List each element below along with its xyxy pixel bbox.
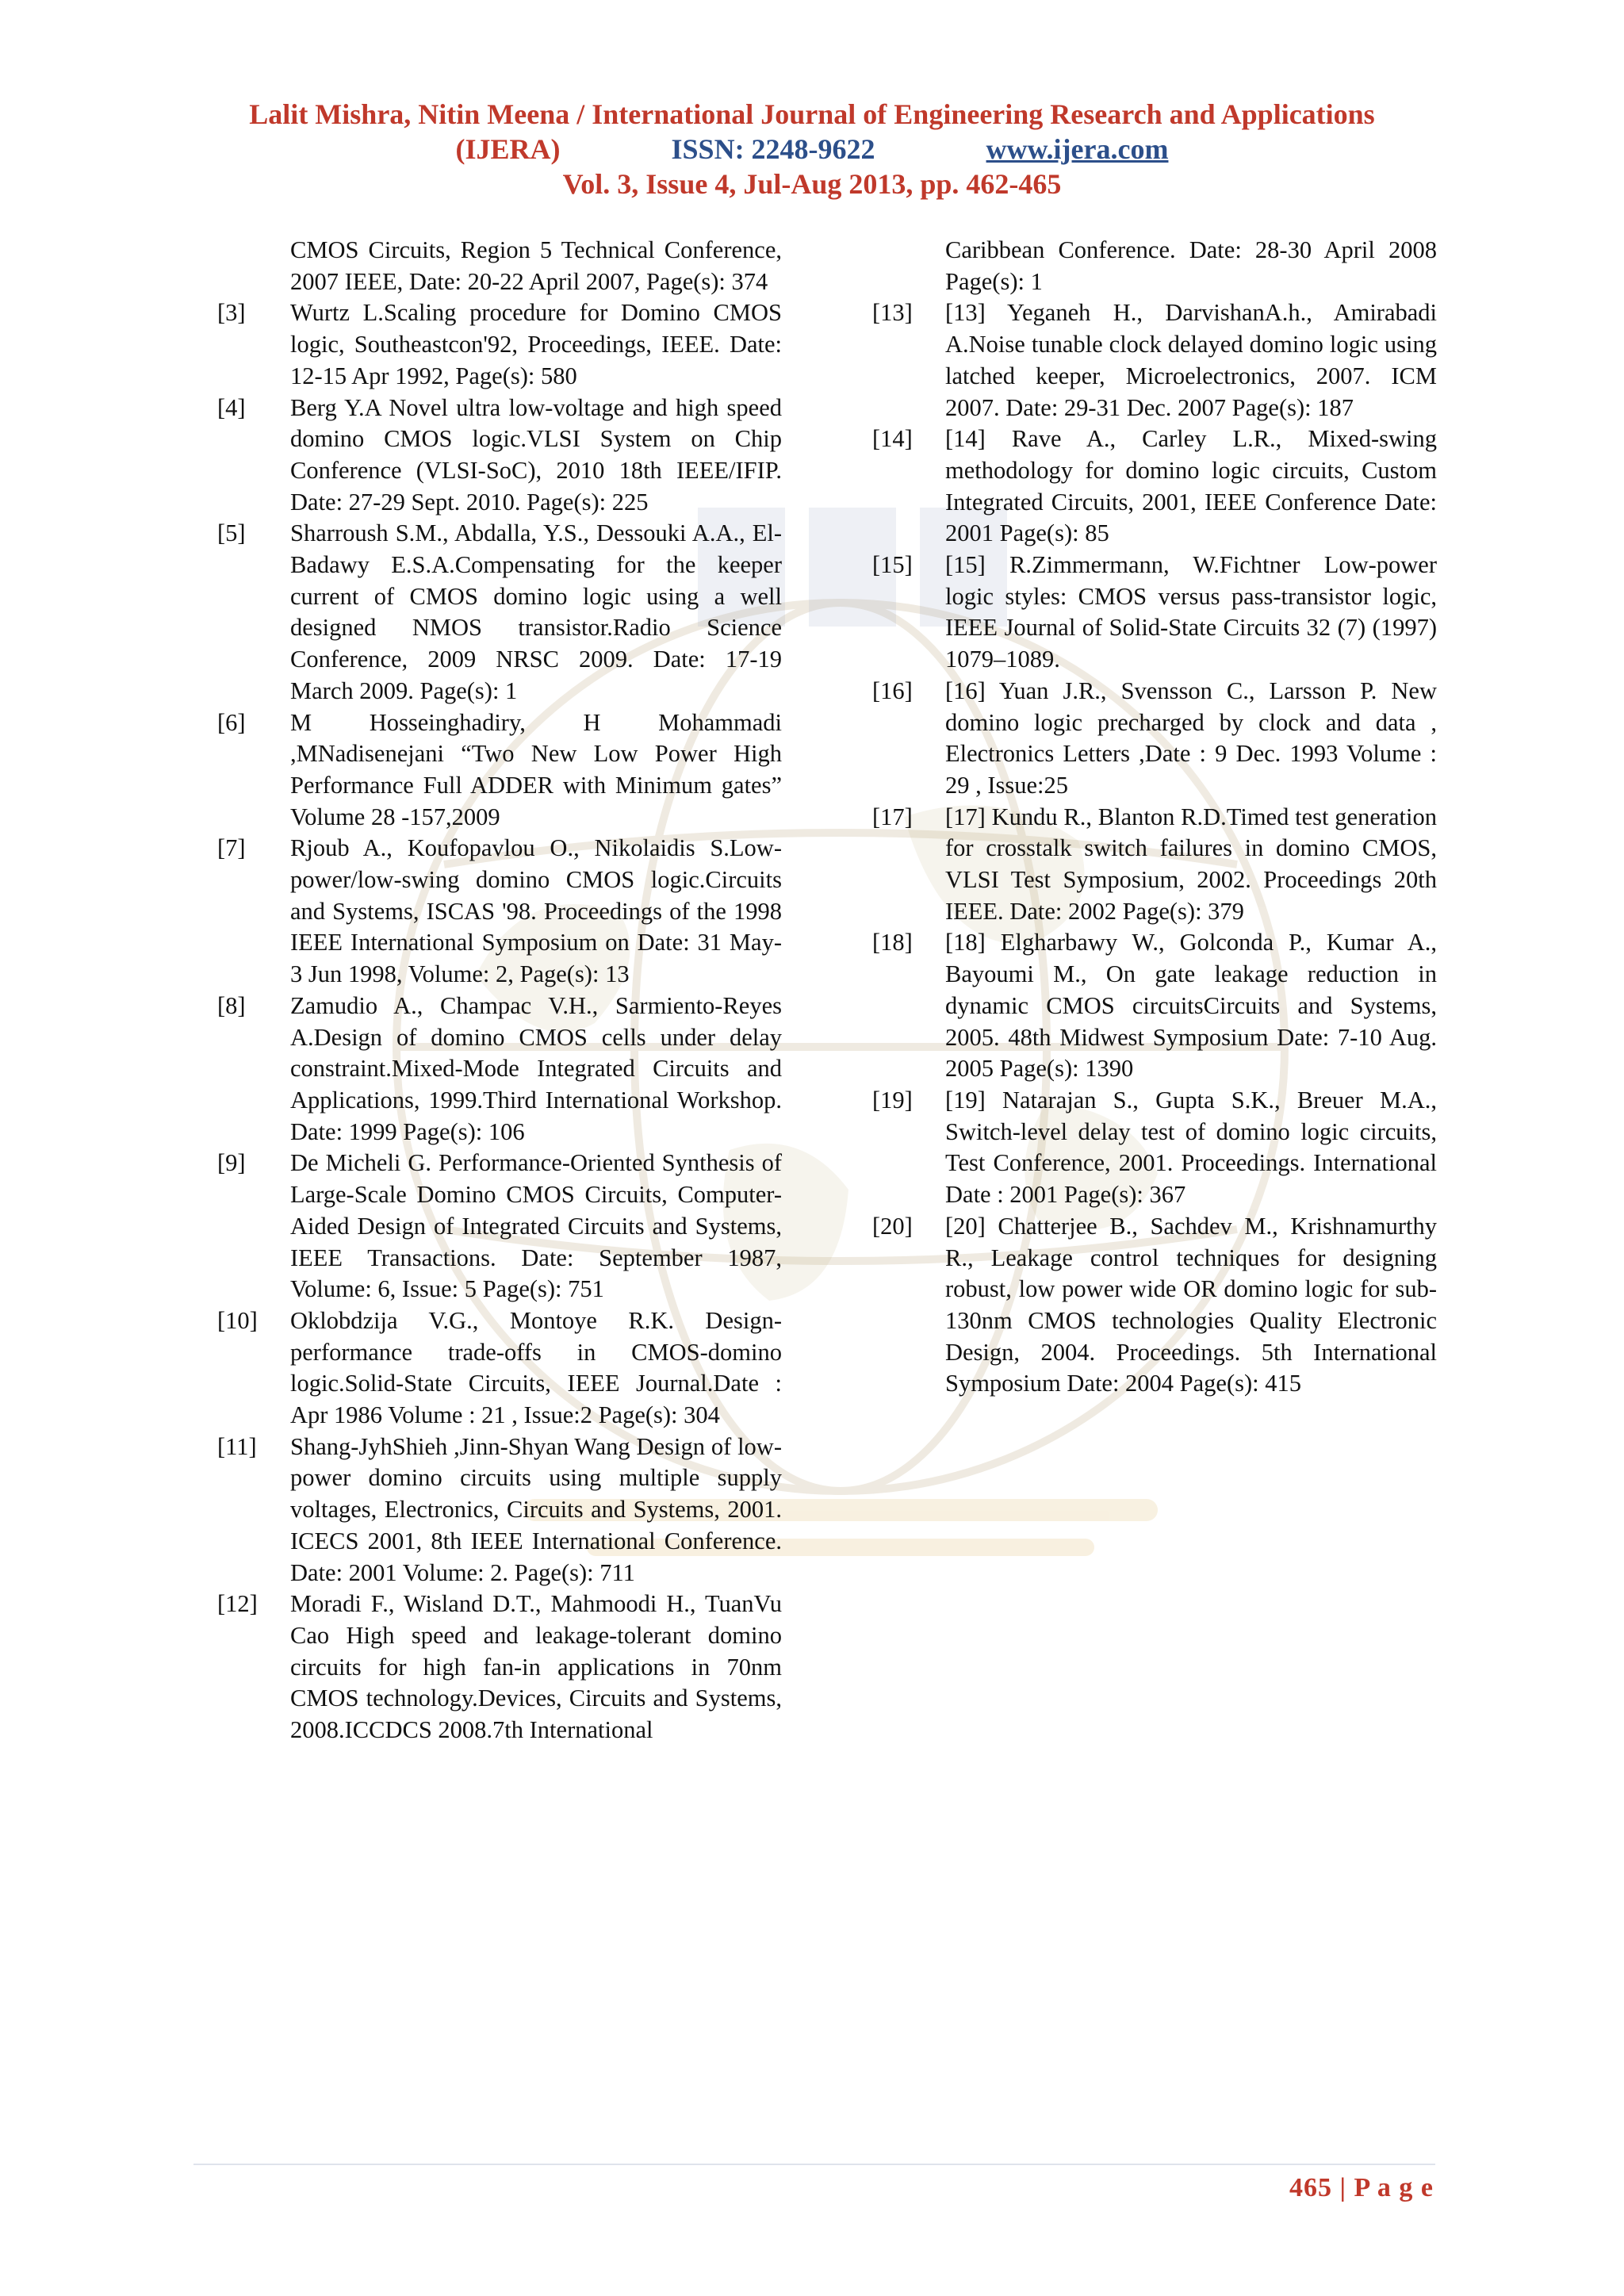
journal-abbreviation: (IJERA) <box>455 133 561 165</box>
reference-item <box>217 1148 782 1305</box>
reference-number: [9] <box>217 1149 246 1177</box>
reference-item <box>872 550 1437 676</box>
issn-number: ISSN: 2248-9622 <box>671 133 875 165</box>
reference-number: [13] <box>872 299 913 327</box>
journal-header <box>0 97 1624 201</box>
reference-text: Wurtz L.Scaling procedure for Domino CMOS logic, Southeastcon'92, Proceedings, IEEE. Date: 12-15 Apr 1992, Page(s): 580 <box>290 299 782 389</box>
reference-text: [15] R.Zimmermann, W.Fichtner Low-power logic styles: CMOS versus pass-transistor logic, IEEE Journal of Solid-State Circuits 32 (7) (1997) 1079–1089. <box>945 551 1437 673</box>
reference-text: M Hosseinghadiry, H Mohammadi ,MNadisenejani “Two New Low Power High Performance Full ADDER with Minimum gates” Volume 28 -157,2009 <box>290 708 782 830</box>
reference-number: [10] <box>217 1306 258 1334</box>
references-right-column <box>872 235 1437 1400</box>
footer-divider <box>193 2164 1435 2165</box>
reference-item <box>872 676 1437 802</box>
reference-text: Oklobdzija V.G., Montoye R.K. Design-performance trade-offs in CMOS-domino logic.Solid-State Circuits, IEEE Journal.Date : Apr 1986 Volume : 21 , Issue:2 Page(s): 304 <box>290 1306 782 1429</box>
reference-item <box>217 707 782 834</box>
references-left-column <box>217 235 782 1746</box>
reference-number: [16] <box>872 677 913 704</box>
reference-number: [12] <box>217 1590 258 1618</box>
reference-item <box>872 1085 1437 1211</box>
header-issn-line <box>0 132 1624 167</box>
reference-text: [17] Kundu R., Blanton R.D.Timed test generation for crosstalk switch failures in domino CMOS, VLSI Test Symposium, 2002. Proceedings 20th IEEE. Date: 2002 Page(s): 379 <box>945 803 1437 925</box>
reference-text: Rjoub A., Koufopavlou O., Nikolaidis S.Low-power/low-swing domino CMOS logic.Circuits and Systems, ISCAS '98. Proceedings of the 1998 IEEE International Symposium on Date: 31 May-3 Jun 1998, Volume: 2, Page(s): 13 <box>290 834 782 988</box>
reference-number: [18] <box>872 929 913 956</box>
header-authors-journal: Lalit Mishra, Nitin Meena / International Journal of Engineering Research and Applications <box>249 98 1375 130</box>
reference-number: [5] <box>217 519 246 547</box>
reference-number: [7] <box>217 834 246 862</box>
reference-item <box>217 297 782 392</box>
header-volume: Vol. 3, Issue 4, Jul-Aug 2013, pp. 462-465 <box>562 168 1062 200</box>
reference-text: [16] Yuan J.R., Svensson C., Larsson P. New domino logic precharged by clock and data , Electronics Letters ,Date : 9 Dec. 1993 Volume : 29 , Issue:25 <box>945 677 1437 799</box>
reference-continuation: CMOS Circuits, Region 5 Technical Conference, 2007 IEEE, Date: 20-22 April 2007, Page(s): 374 <box>290 236 782 295</box>
reference-item <box>217 1589 782 1746</box>
reference-number: [6] <box>217 708 246 736</box>
reference-number: [19] <box>872 1086 913 1114</box>
reference-text: [13] Yeganeh H., DarvishanA.h., Amirabadi A.Noise tunable clock delayed domino logic using latched keeper, Microelectronics, 2007. ICM 2007. Date: 29-31 Dec. 2007 Page(s): 187 <box>945 299 1437 421</box>
reference-item <box>217 393 782 519</box>
reference-number: [14] <box>872 425 913 453</box>
page-number: 465 | P a g e <box>1289 2173 1434 2202</box>
reference-item <box>217 1432 782 1589</box>
reference-continuation: Caribbean Conference. Date: 28-30 April 2008 Page(s): 1 <box>945 236 1437 295</box>
reference-number: [11] <box>217 1432 257 1460</box>
reference-item <box>872 802 1437 928</box>
reference-item <box>872 1211 1437 1400</box>
reference-text: [14] Rave A., Carley L.R., Mixed-swing methodology for domino logic circuits, Custom Integrated Circuits, 2001, IEEE Conference Date: 2001 Page(s): 85 <box>945 425 1437 547</box>
reference-number: [17] <box>872 803 913 830</box>
reference-number: [15] <box>872 551 913 579</box>
reference-text: De Micheli G. Performance-Oriented Synthesis of Large-Scale Domino CMOS Circuits, Computer-Aided Design of Integrated Circuits and Systems, IEEE Transactions. Date: September 1987, Volume: 6, Issue: 5 Page(s): 751 <box>290 1149 782 1303</box>
reference-text: [19] Natarajan S., Gupta S.K., Breuer M.A., Switch-level delay test of domino logic circuits, Test Conference, 2001. Proceedings. International Date : 2001 Page(s): 367 <box>945 1086 1437 1209</box>
website-link[interactable]: www.ijera.com <box>986 133 1169 165</box>
reference-item <box>872 927 1437 1085</box>
reference-item <box>872 297 1437 424</box>
reference-item <box>217 833 782 991</box>
reference-number: [8] <box>217 991 246 1019</box>
reference-text: Shang-JyhShieh ,Jinn-Shyan Wang Design of low-power domino circuits using multiple supply voltages, Electronics, Circuits and Systems, 2001. ICECS 2001, 8th IEEE International Conference. Date: 2001 Volume: 2. Page(s): 711 <box>290 1432 782 1586</box>
reference-text: Moradi F., Wisland D.T., Mahmoodi H., TuanVu Cao High speed and leakage-tolerant domino circuits for high fan-in applications in 70nm CMOS technology.Devices, Circuits and Systems, 2008.ICCDCS 2008.7th International <box>290 1590 782 1744</box>
reference-number: [4] <box>217 393 246 421</box>
reference-item <box>217 1305 782 1432</box>
reference-number: [3] <box>217 299 246 327</box>
reference-item <box>217 518 782 707</box>
reference-text: [18] Elgharbawy W., Golconda P., Kumar A., Bayoumi M., On gate leakage reduction in dynamic CMOS circuitsCircuits and Systems, 2005. 48th Midwest Symposium Date: 7-10 Aug. 2005 Page(s): 1390 <box>945 929 1437 1083</box>
reference-text: Sharroush S.M., Abdalla, Y.S., Dessouki A.A., El-Badawy E.S.A.Compensating for the keeper current of CMOS domino logic using a well designed NMOS transistor.Radio Science Conference, 2009 NRSC 2009. Date: 17-19 March 2009. Page(s): 1 <box>290 519 782 704</box>
reference-text: [20] Chatterjee B., Sachdev M., Krishnamurthy R., Leakage control techniques for designing robust, low power wide OR domino logic for sub-130nm CMOS technologies Quality Electronic Design, 2004. Proceedings. 5th International Symposium Date: 2004 Page(s): 415 <box>945 1212 1437 1397</box>
reference-item <box>217 991 782 1148</box>
reference-number: [20] <box>872 1212 913 1240</box>
reference-item <box>872 424 1437 550</box>
reference-text: Zamudio A., Champac V.H., Sarmiento-Reyes A.Design of domino CMOS cells under delay constraint.Mixed-Mode Integrated Circuits and Applications, 1999.Third International Workshop. Date: 1999 Page(s): 106 <box>290 991 782 1145</box>
reference-text: Berg Y.A Novel ultra low-voltage and high speed domino CMOS logic.VLSI System on Chip Conference (VLSI-SoC), 2010 18th IEEE/IFIP. Date: 27-29 Sept. 2010. Page(s): 225 <box>290 393 782 516</box>
